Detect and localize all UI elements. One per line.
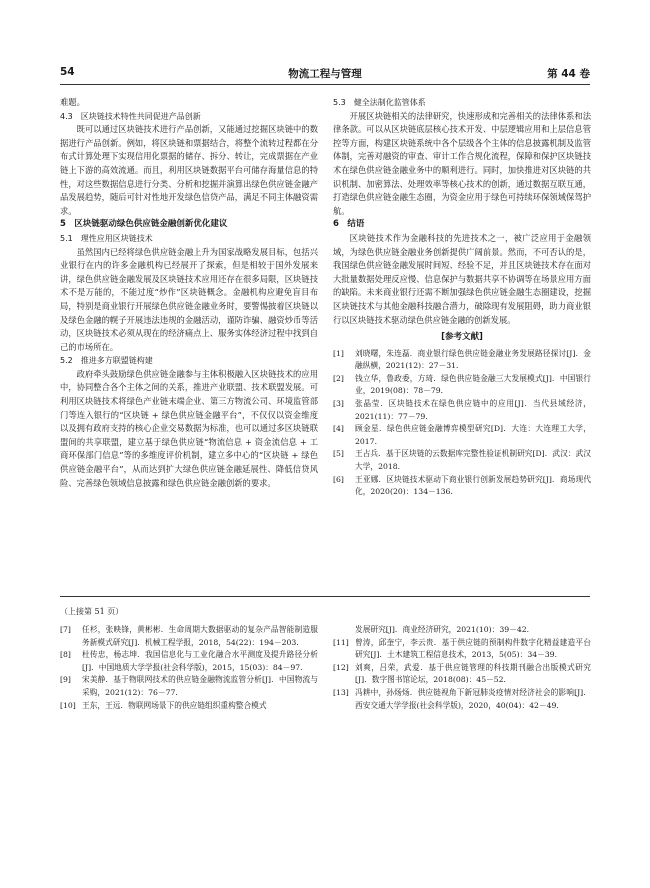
section-5-3-paragraph: 开展区块链相关的法律研究，快速形成和完善相关的法律体系和法律条款。可以从区块链底层核心技术开发、中层逻辑应用和上层信息管控等方面，构建区块链系统中各个层级各个主体的信息披露机制及监管体制，完善对融资的审查、审计工作合规化流程，保障和保护区块链技术在绿色供应链金融业务中的顺利进行。同时，加快推进对区块链的共识机制、加密算法、处理效率等核心技术的创新，通过数据互联互通，打造绿色供应链金融生态圈，为资金应用于绿色可持续环保领域保驾护航。 bbox=[333, 110, 591, 216]
reference-text: 杜传忠，杨志坤．我国信息化与工业化融合水平测度及提升路径分析[J]．中国地质大学学报(社会科学版)，2015，15(03)：84－97． bbox=[82, 650, 318, 672]
reference-number: [2] bbox=[333, 373, 344, 383]
reference-number: [4] bbox=[333, 424, 344, 434]
section-5-1-title: 5.1 理性应用区块链技术 bbox=[60, 233, 153, 243]
reference-number: [1] bbox=[333, 348, 344, 358]
reference-number: [11] bbox=[333, 637, 349, 647]
reference-text: 张晶莹．区块链技术在绿色供应链中的应用[J]．当代县域经济，2021(11)：77－79． bbox=[355, 399, 591, 421]
reference-item bbox=[333, 474, 591, 499]
reference-text: 发展研究[J]．商业经济研究，2021(10)：39－42． bbox=[355, 625, 535, 634]
reference-number: [7] bbox=[60, 625, 71, 634]
reference-number: [10] bbox=[60, 700, 76, 710]
reference-text: 刘晓曙，朱连磊．商业银行绿色供应链金融业务发展路径探讨[J]．金融纵横，2021(12)：27－31． bbox=[355, 348, 591, 371]
volume-label: 第 44 卷 bbox=[547, 68, 590, 80]
reference-text: 刘爽，吕荣，武爱．基于供应链管理的科技期刊融合出版模式研究[J]．数字图书馆论坛，2018(08)：45－52． bbox=[355, 662, 591, 685]
reference-number: [12] bbox=[333, 662, 349, 672]
continued-refs-left bbox=[60, 624, 318, 712]
reference-text: 冯耕中，孙炀炀．供应链视角下新冠肺炎疫情对经济社会的影响[J]．西安交通大学学报(社会科学版)，2020，40(04)：42－49． bbox=[355, 687, 591, 710]
reference-item bbox=[333, 637, 591, 662]
page-number: 54 bbox=[60, 66, 75, 78]
reference-text: 王东，王远．物联网场景下的供应链组织重构整合模式 bbox=[82, 700, 267, 710]
running-header bbox=[60, 66, 590, 82]
reference-text: 王亚娜．区块链技术驱动下商业银行创新发展趋势研究[J]．商场现代化，2020(20)：134－136． bbox=[355, 474, 591, 497]
left-column bbox=[60, 96, 318, 490]
section-5-3-title: 5.3 健全法制化监管体系 bbox=[333, 98, 426, 107]
intro-text: 难题。 bbox=[60, 97, 85, 107]
reference-item bbox=[333, 687, 591, 712]
reference-number: [3] bbox=[333, 399, 344, 409]
journal-title: 物流工程与管理 bbox=[288, 68, 362, 80]
reference-item bbox=[333, 423, 591, 448]
reference-text: 王占兵．基于区块链的云数据库完整性验证机制研究[D]．武汉：武汉大学，2018． bbox=[355, 449, 591, 472]
reference-number: [8] bbox=[60, 650, 71, 660]
section-4-3-title: 4.3 区块链技术特性共同促进产品创新 bbox=[60, 111, 201, 121]
section-4-3-paragraph: 既可以通过区块链技术进行产品创新，又能通过挖掘区块链中的数据进行产品创新。例如，将区块链和票据结合，将整个流转过程都在分布式计算处理下实现信用化票据的储存、拆分、转让，完成票据在产业链上下游的高效流通。而且，利用区块链数据平台可储存海量信息的特性，对这些数据信息进行分类、分析和挖掘并演算出绿色供应链金融产品发展趋势，随后可针对性地开发绿色信贷产品，满足不同主体融资需求。 bbox=[60, 124, 318, 216]
continuation-label: （上接第 51 页） bbox=[60, 607, 124, 616]
section-5-2-paragraph: 政府牵头鼓励绿色供应链金融参与主体积极融入区块链技术的应用中，协同整合各个主体之间的关系，推进产业联盟、技术联盟发展。可利用区块链技术将绿色产业链末端企业、第三方物流公司、环境监管部门等连入银行的“区块链 + 绿色供应链金融平台”，不仅仅以资金维度以及拥有政府支持的核心企业交易数据为标准，也可以通过多区块链联盟间的共享联盟，建立基于绿色供应链“物流信息 + 资金流信息 + 工商环保部门信息”等的多维度评价机制，建立多中心的“区块链 + 绿色供应链金融平台”，从而达到扩大绿色供应链金融延展性、降低信贷风险、完善绿色领域信息披露和绿色供应链金融创新的要求。 bbox=[60, 368, 318, 488]
header-rule bbox=[60, 84, 590, 85]
reference-item bbox=[333, 448, 591, 473]
reference-item bbox=[60, 674, 318, 699]
reference-text: 任杉，张映锋，黄彬彬．生命周期大数据驱动的复杂产品智能制造服务新模式研究[J]．机械工程学报，2018，54(22)：194－203． bbox=[82, 625, 318, 647]
reference-number: [5] bbox=[333, 449, 344, 459]
section-5-title: 5 区块链驱动绿色供应链金融创新优化建议 bbox=[60, 219, 228, 230]
reference-number: [9] bbox=[60, 675, 71, 685]
section-6-title: 6 结语 bbox=[333, 219, 365, 230]
section-6-paragraph: 区块链技术作为金融科技的先进技术之一，被广泛应用于金融领域，为绿色供应链金融业务创新提供广阔前景。然而，不可否认的是，我国绿色供应链金融发展时间短、经验不足，并且区块链技术存在面对大批量数据处理反应慢、信息保护与数据共享不协调等在场景应用方面的缺陷。未来商业银行还需不断加强绿色供应链金融生态圈建设，挖掘区块链技术与其他金融科技融合潜力，破除现有发展阻碍，助力商业银行以区块链技术驱动绿色供应链金融的创新发展。 bbox=[333, 232, 591, 325]
reference-item bbox=[333, 624, 591, 637]
reference-text: 顾金星．绿色供应链金融博弈模型研究[D]．大连：大连理工大学，2017． bbox=[355, 424, 591, 446]
reference-number bbox=[333, 624, 355, 637]
reference-text: 钱立华，鲁政委，方琦．绿色供应链金融三大发展模式[J]．中国银行业，2019(08)：78－79． bbox=[355, 373, 591, 396]
continuation-rule bbox=[60, 596, 590, 597]
reference-text: 曾涛，邱奎宁，李云贵．基于供应链的预制构件数字化精益建造平台研究[J]．土木建筑工程信息技术，2013，5(05)：34－39． bbox=[355, 637, 591, 660]
references-list bbox=[333, 348, 591, 499]
reference-text: 宋美静．基于物联网技术的供应链金融物流监管分析[J]．中国物流与采购，2021(12)：76－77． bbox=[82, 675, 318, 697]
right-column bbox=[333, 96, 591, 499]
reference-item bbox=[333, 662, 591, 687]
references-heading: [参考文献] bbox=[441, 332, 483, 343]
reference-number: [6] bbox=[333, 474, 344, 484]
reference-item bbox=[333, 398, 591, 423]
reference-item bbox=[60, 649, 318, 674]
reference-item bbox=[60, 700, 318, 713]
continued-refs-right bbox=[333, 624, 591, 712]
reference-number: [13] bbox=[333, 687, 349, 697]
section-5-1-paragraph: 虽然国内已经将绿色供应链金融上升为国家战略发展目标，包括兴业银行在内的许多金融机构已经展开了探索，但是相较于国外发展来讲，绿色供应链金融发展及区块链技术应用还存在很多局限，区块链技术不是万能的，不能过度“炒作”区块链概念。金融机构应避免盲目布局，特别是商业银行开展绿色供应链金融业务时，要警惕披着区块链以及绿色金融的幌子开展违法违规的金融活动，谨防诈骗、融资炒币等活动，区块链技术必须从现在的经济痛点上、服务实体经济过程中找到自己的市场所在。 bbox=[60, 246, 318, 352]
reference-item bbox=[60, 624, 318, 649]
reference-item bbox=[333, 348, 591, 373]
section-5-2-title: 5.2 推进多方联盟链构建 bbox=[60, 356, 153, 366]
reference-item bbox=[333, 373, 591, 398]
